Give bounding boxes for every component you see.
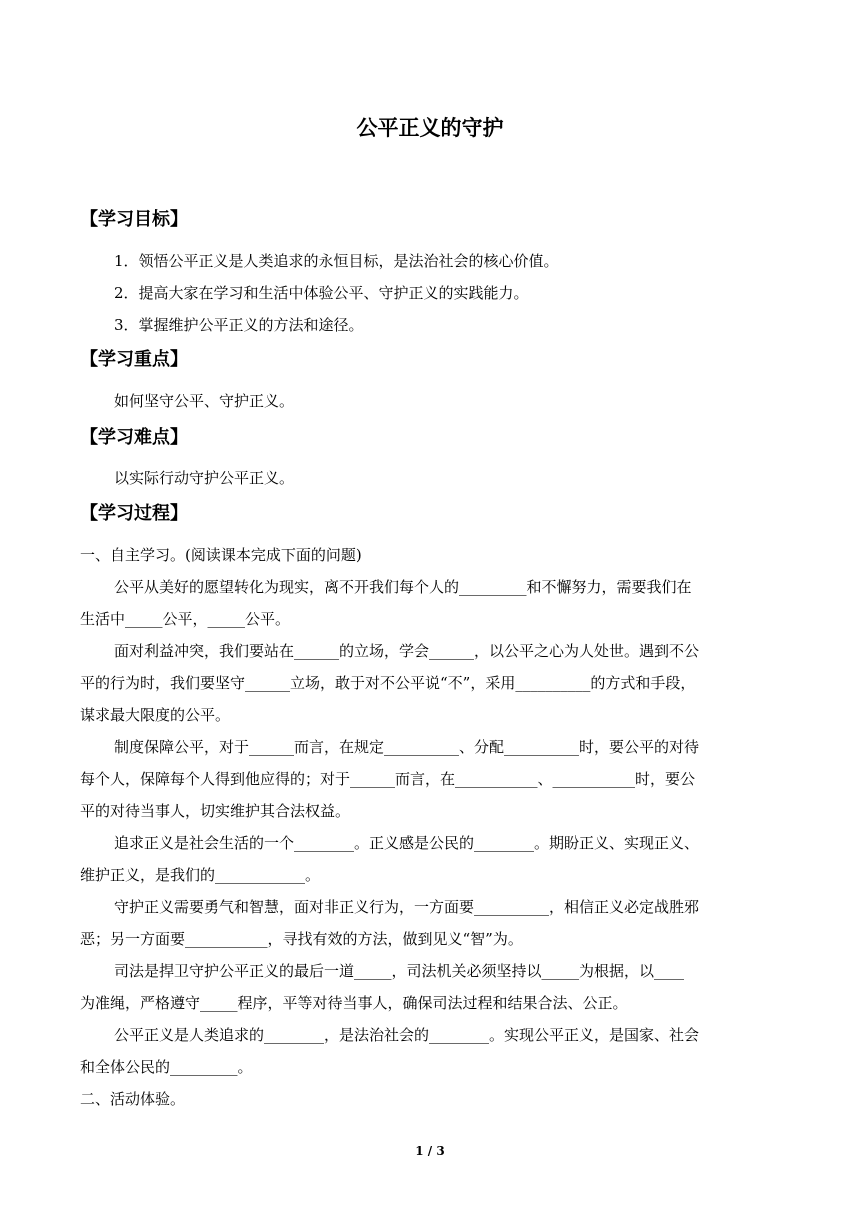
paragraph-2-line-3: 谋求最大限度的公平。 [80,706,231,724]
paragraph-4-line-2: 维护正义，是我们的____________。 [80,866,321,884]
paragraph-2-line-1: 面对利益冲突，我们要站在______的立场，学会______，以公平之心为人处世。遇到不公 [114,642,700,660]
section-2-title: 二、活动体验。 [80,1090,186,1108]
heading-learning-process: 【学习过程】 [80,503,188,524]
paragraph-5-line-1: 守护正义需要勇气和智慧，面对非正义行为，一方面要__________，相信正义必定战胜邪 [114,898,700,916]
goal-item-2: 2．提高大家在学习和生活中体验公平、守护正义的实践能力。 [114,284,529,302]
paragraph-3-line-3: 平的对待当事人，切实维护其合法权益。 [80,802,351,820]
paragraph-3-line-1: 制度保障公平，对于______而言，在规定__________、分配__________时，要公平的对待 [114,738,700,756]
section-1-title: 一、自主学习。(阅读课本完成下面的问题) [80,546,362,564]
paragraph-5-line-2: 恶；另一方面要___________，寻找有效的方法，做到见义“智”为。 [80,930,523,948]
paragraph-6-line-2: 为准绳，严格遵守_____程序，平等对待当事人，确保司法过程和结果合法、公正。 [80,994,628,1012]
paragraph-3-line-2: 每个人，保障每个人得到他应得的；对于______而言，在___________、___________时，要公 [80,770,696,788]
document-title: 公平正义的守护 [356,116,504,140]
paragraph-1-line-2: 生活中_____公平，_____公平。 [80,610,291,628]
goal-item-1: 1．领悟公平正义是人类追求的永恒目标，是法治社会的核心价值。 [114,252,559,270]
paragraph-6-line-1: 司法是捍卫守护公平正义的最后一道_____，司法机关必须坚持以_____为根据，以____ [114,962,685,980]
heading-learning-goals: 【学习目标】 [80,209,188,230]
paragraph-4-line-1: 追求正义是社会生活的一个________。正义感是公民的________。期盼正义、实现正义、 [114,834,700,852]
paragraph-2-line-2: 平的行为时，我们要坚守______立场，敢于对不公平说“不”，采用__________的方式和手段， [80,674,696,692]
heading-difficulties: 【学习难点】 [80,427,188,448]
paragraph-7-line-2: 和全体公民的_________。 [80,1058,253,1076]
paragraph-7-line-1: 公平正义是人类追求的________，是法治社会的________。实现公平正义，是国家、社会 [114,1026,700,1044]
goal-item-3: 3．掌握维护公平正义的方法和途径。 [114,316,364,334]
page-number: 1 / 3 [415,1144,445,1158]
key-point-text: 如何坚守公平、守护正义。 [114,392,295,410]
difficulty-text: 以实际行动守护公平正义。 [114,469,295,487]
heading-key-points: 【学习重点】 [80,349,188,370]
paragraph-1-line-1: 公平从美好的愿望转化为现实，离不开我们每个人的_________和不懈努力，需要我们在 [114,578,692,596]
